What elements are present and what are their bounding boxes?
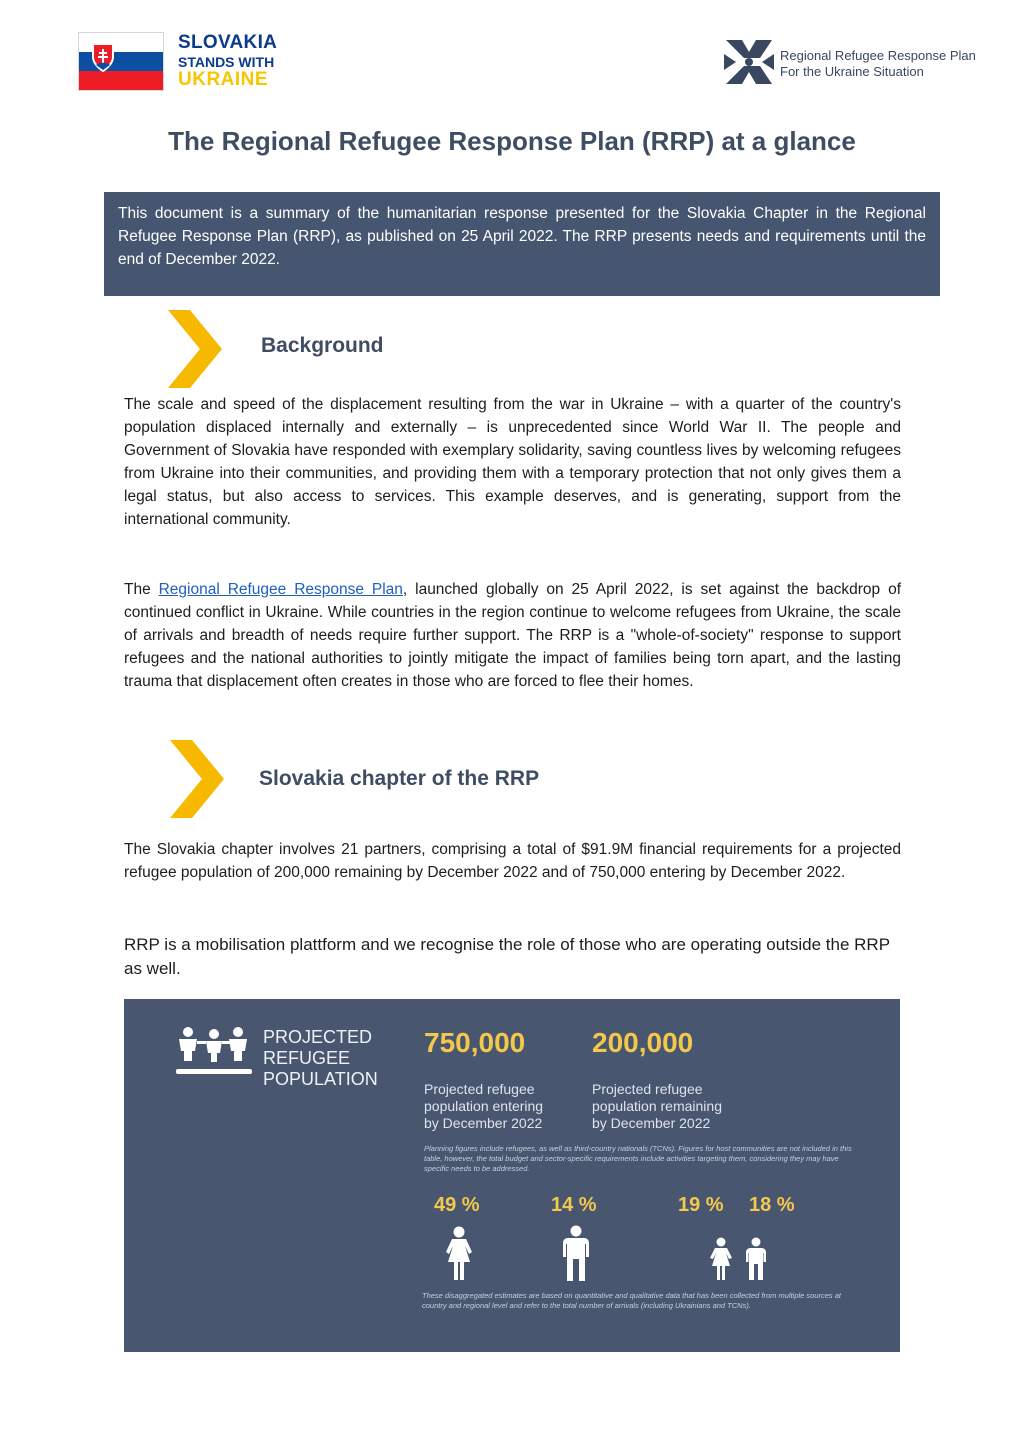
- rrp-link[interactable]: Regional Refugee Response Plan: [158, 581, 403, 598]
- percentage-men: 14 %: [551, 1194, 597, 1216]
- background-heading: Background: [261, 334, 384, 357]
- para2-rest: , launched globally on 25 April 2022, is set against the backdrop of continued conflict in Ukraine. While countries in the region continue to welcome refugees from Ukraine, the scale of arrivals and breadth of needs require further support. The RRP is a "whole-of-society" response to support refugees and the national authorities to jointly mitigate the impact of families being torn apart, and the lasting trauma that displacement often creates in those who are forced to flee their homes.: [124, 581, 901, 690]
- percentage-girls: 19 %: [678, 1194, 724, 1216]
- percentage-women: 49 %: [434, 1194, 480, 1216]
- refugee-population-infographic: [124, 999, 900, 1352]
- chevron-icon: [168, 740, 224, 818]
- label-line-3: POPULATION: [263, 1069, 378, 1089]
- remaining-desc-line-1: Projected refugee: [592, 1081, 703, 1097]
- rrp-logo: [722, 34, 982, 90]
- entering-description: [424, 1081, 543, 1132]
- entering-value: 750,000: [424, 1027, 526, 1058]
- projected-population-label: [263, 1027, 378, 1090]
- background-paragraph-2: [124, 578, 901, 693]
- background-paragraph-1: The scale and speed of the displacement resulting from the war in Ukraine – with a quarter of the country's population displaced internally and externally – is unprecedented since World War II. The people and Government of Slovakia have responded with exemplary solidarity, saving countless lives by welcoming refugees from Ukraine into their communities, and providing them with a temporary protection that not only gives them a legal status, but also access to services. This example deserves, and is generating, support from the international community.: [124, 396, 901, 528]
- summary-box: This document is a summary of the humanitarian response presented for the Slovakia Chapter in the Regional Refugee Response Plan (RRP), as published on 25 April 2022. The RRP presents needs and requirements until the end of December 2022.: [104, 192, 940, 296]
- logo-line-2: STANDS WITH: [178, 54, 275, 70]
- entering-desc-line-3: by December 2022: [424, 1115, 543, 1131]
- man-icon: [561, 1225, 591, 1283]
- remaining-desc-line-3: by December 2022: [592, 1115, 711, 1131]
- remaining-description: [592, 1081, 722, 1132]
- label-line-1: PROJECTED: [263, 1027, 373, 1047]
- slovakia-stands-with-ukraine-logo: [178, 33, 277, 89]
- logo-line-1: SLOVAKIA: [178, 32, 278, 53]
- girl-icon: [709, 1237, 733, 1281]
- disaggregation-note: These disaggregated estimates are based on quantitative and qualitative data that has been collected from multiple sources at country and regional level and refer to the total number of arrivals (including Ukrainians and TCNs).: [422, 1291, 842, 1310]
- entering-desc-line-1: Projected refugee: [424, 1081, 535, 1097]
- para2-start: The: [124, 581, 159, 598]
- boy-icon: [744, 1237, 768, 1281]
- woman-icon: [444, 1226, 474, 1282]
- entering-desc-line-2: population entering: [424, 1098, 544, 1114]
- rrp-logo-line-2: For the Ukraine Situation: [780, 64, 924, 79]
- remaining-desc-line-2: population remaining: [592, 1098, 722, 1114]
- planning-note: Planning figures include refugees, as well as third-country nationals (TCNs). Figures for host communities are not included in this table, however, the total budget and sector-specific requirements include activities targeting them, considering they may have specific needs to be addressed.: [424, 1144, 852, 1173]
- rrp-logo-line-1: Regional Refugee Response Plan: [780, 48, 976, 63]
- chevron-icon: [166, 310, 222, 388]
- logo-line-3: UKRAINE: [178, 69, 269, 90]
- label-line-2: REFUGEE: [263, 1048, 351, 1068]
- slovakia-flag: [78, 32, 164, 91]
- remaining-value: 200,000: [592, 1027, 694, 1058]
- chapter-paragraph-1: The Slovakia chapter involves 21 partners, comprising a total of $91.9M financial requirements for a projected refugee population of 200,000 remaining by December 2022 and of 750,000 entering by December 2022.: [124, 841, 901, 881]
- percentage-boys: 18 %: [749, 1194, 795, 1216]
- page-title: The Regional Refugee Response Plan (RRP) at a glance: [168, 126, 856, 156]
- coat-of-arms-icon: [91, 43, 115, 73]
- rrp-emblem-icon: [722, 34, 776, 90]
- chapter-paragraph-2: RRP is a mobilisation plattform and we recognise the role of those who are operating outside the RRP as well.: [124, 935, 890, 978]
- people-group-icon: [176, 1025, 252, 1081]
- chapter-heading: Slovakia chapter of the RRP: [259, 767, 540, 790]
